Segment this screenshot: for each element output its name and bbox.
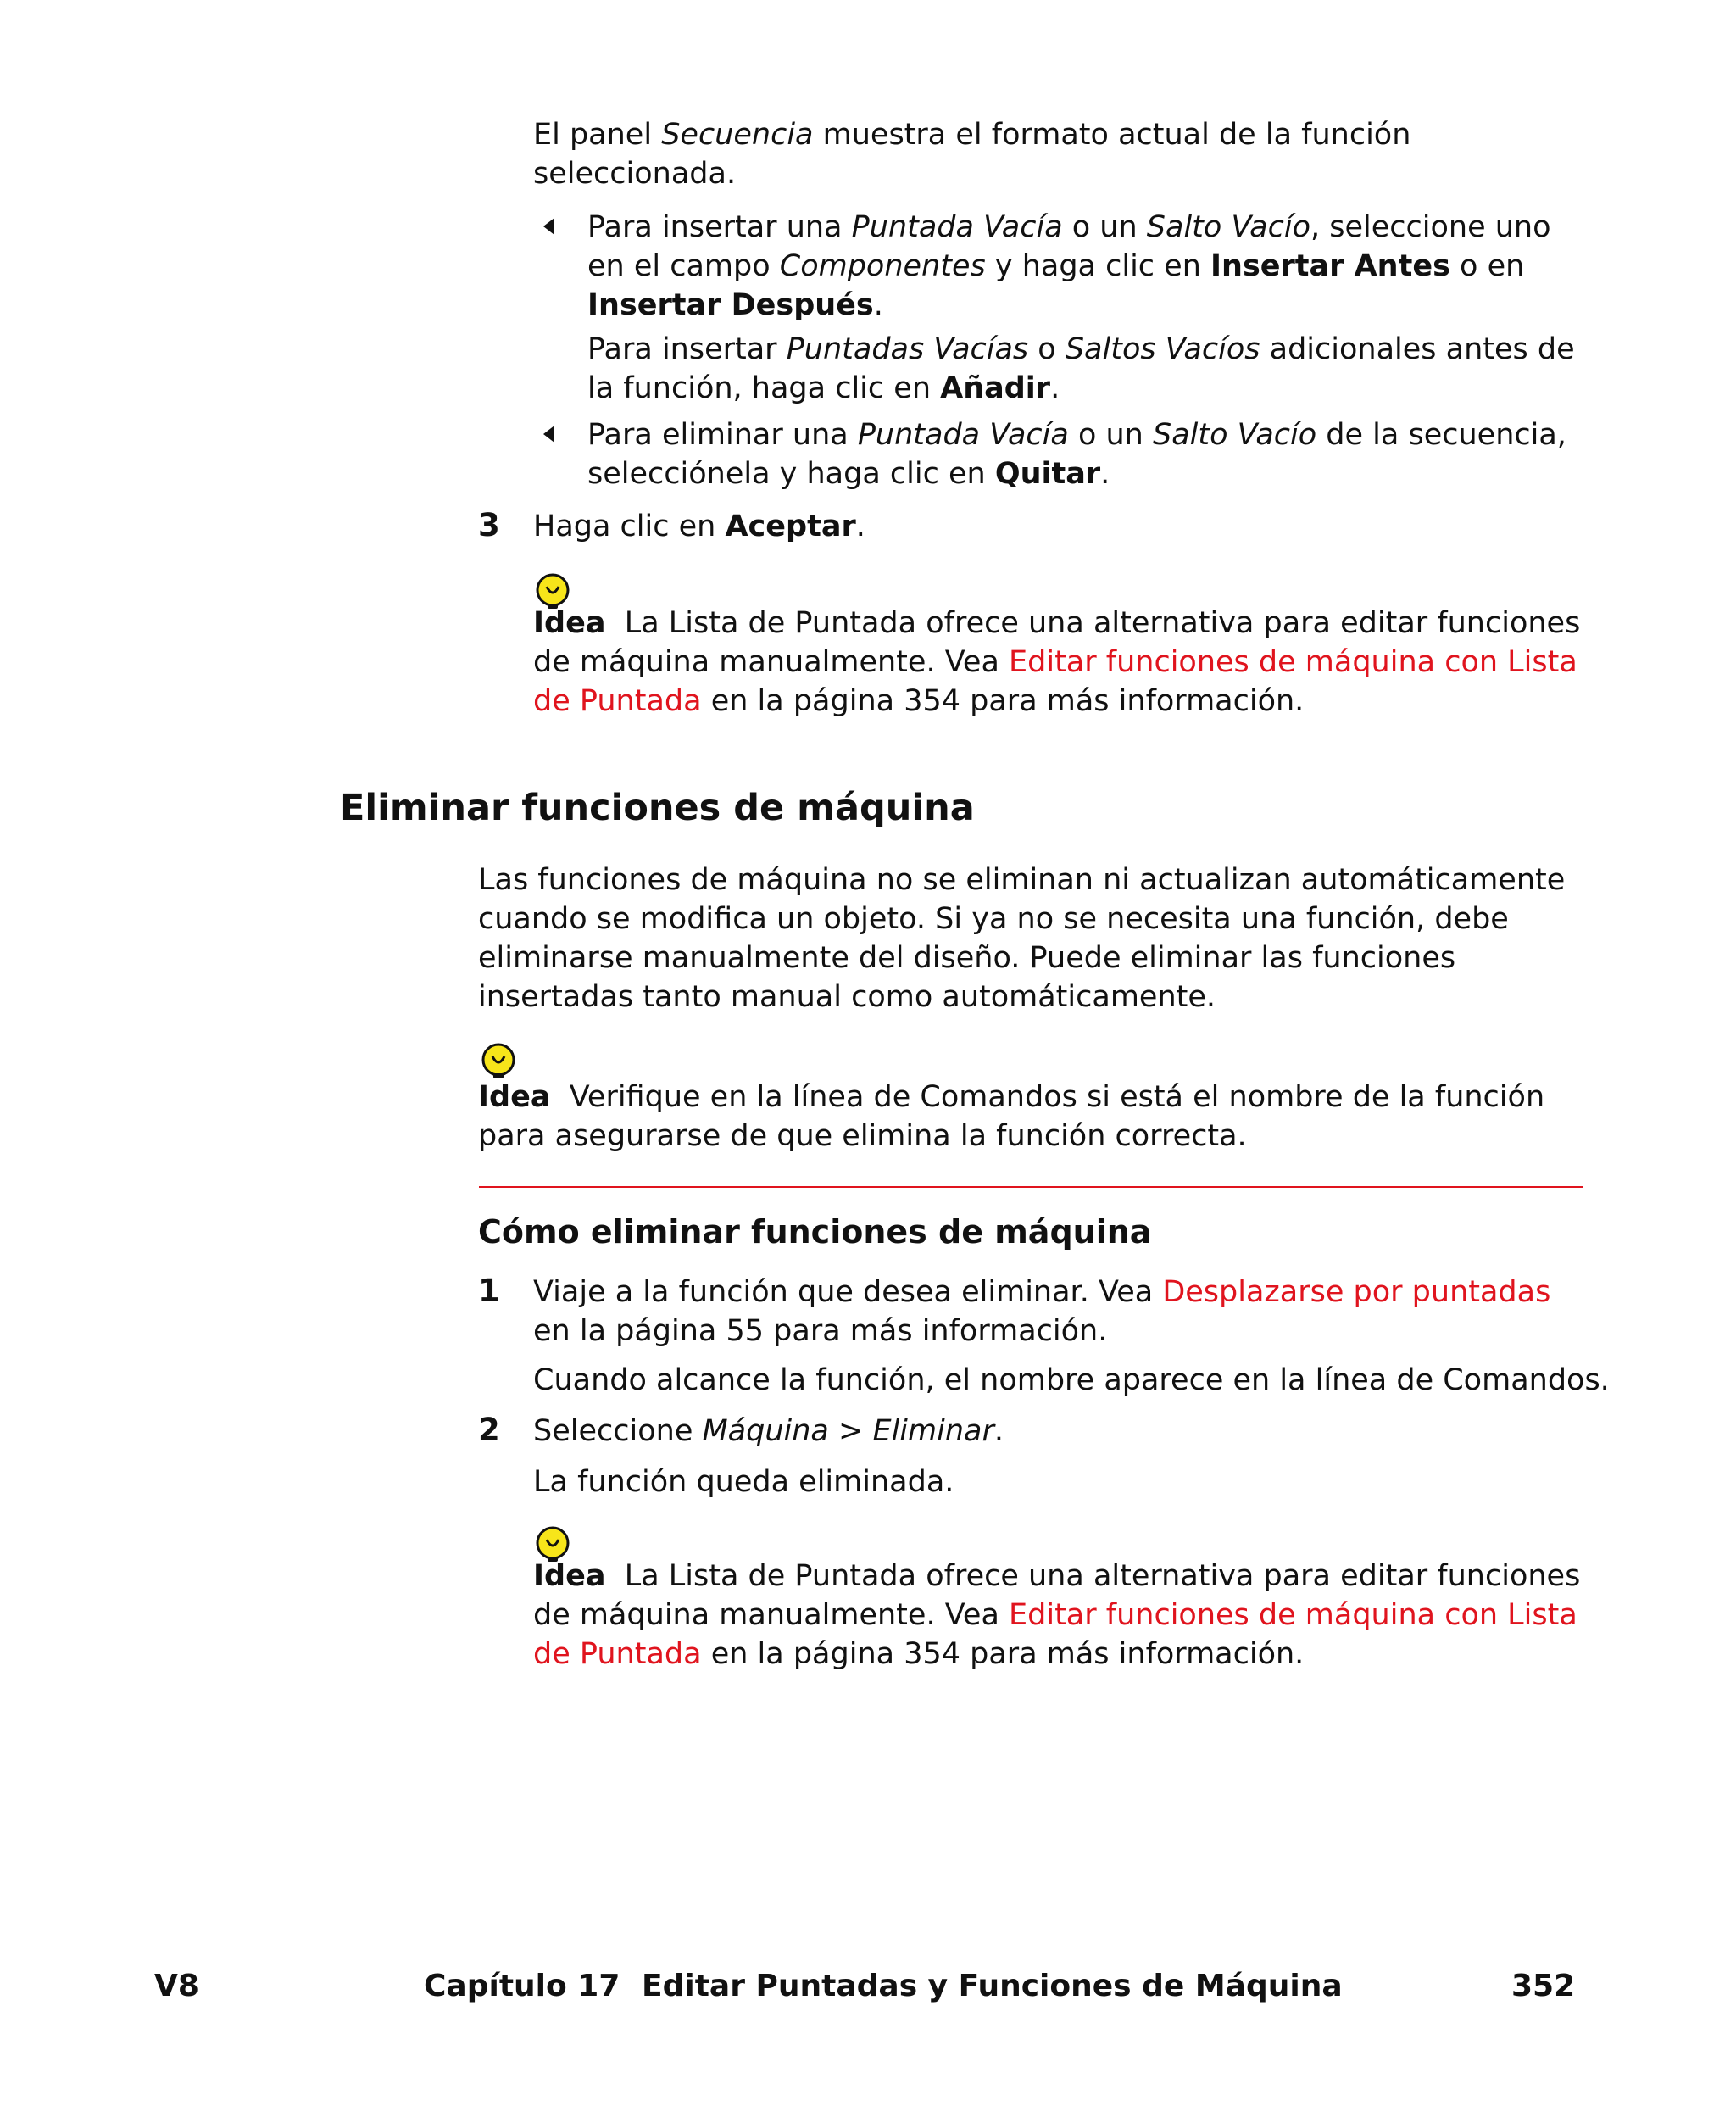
step-navigate: Viaje a la función que desea eliminar. Vea Desplazarse por puntadas en la página 55 para más información. <box>533 1275 1551 1348</box>
section-body: Las funciones de máquina no se eliminan ni actualizan automáticamente cuando se modifica un objeto. Si ya no se necesita una función, debe eliminarse manualmente del diseño. Puede eliminar las funciones insertadas tanto manual como automáticamente. <box>478 863 1566 1014</box>
tip-paragraph: Idea La Lista de Puntada ofrece una alternativa para editar funciones de máquina manualmente. Vea Editar funciones de máquina con Lista de Puntada en la página 354 para más información. <box>533 606 1590 718</box>
footer-chapter: Capítulo 17 <box>424 1969 620 2003</box>
bullet-remove: Para eliminar una Puntada Vacía o un Salto Vacío de la secuencia, selecciónela y haga clic en Quitar. <box>587 418 1566 491</box>
cross-reference-link[interactable]: Desplazarse por puntadas <box>1162 1275 1551 1309</box>
footer-page-number: 352 <box>1511 1969 1576 2003</box>
footer-chapter-title: Editar Puntadas y Funciones de Máquina <box>642 1969 1343 2003</box>
step-number: 3 <box>478 507 500 543</box>
tip-paragraph: Idea La Lista de Puntada ofrece una alternativa para editar funciones de máquina manualmente. Vea Editar funciones de máquina con Lista de Puntada en la página 354 para más información. <box>533 1559 1590 1671</box>
bullet-arrow-icon <box>543 426 554 443</box>
cross-reference-link[interactable]: Editar funciones de máquina con Lista de Puntada <box>533 645 1577 718</box>
tip-paragraph: Idea Verifique en la línea de Comandos si está el nombre de la función para asegurarse de que elimina la función correcta. <box>478 1080 1555 1153</box>
step-result: La función queda eliminada. <box>533 1465 954 1499</box>
step-note: Cuando alcance la función, el nombre aparece en la línea de Comandos. <box>533 1363 1610 1397</box>
intro-paragraph: El panel Secuencia muestra el formato actual de la función seleccionada. <box>533 118 1411 191</box>
step-number: 2 <box>478 1412 500 1448</box>
bullet-arrow-icon <box>543 218 554 235</box>
footer-version: V8 <box>154 1969 199 2003</box>
procedure-heading: Cómo eliminar funciones de máquina <box>478 1213 1152 1251</box>
step-number: 1 <box>478 1273 500 1309</box>
bullet-insert-more: Para insertar Puntadas Vacías o Saltos Vacíos adicionales antes de la función, haga clic en Añadir. <box>587 332 1575 405</box>
section-heading: Eliminar funciones de máquina <box>340 787 975 829</box>
cross-reference-link[interactable]: Editar funciones de máquina con Lista de Puntada <box>533 1598 1577 1671</box>
bullet-insert: Para insertar una Puntada Vacía o un Salto Vacío, seleccione uno en el campo Componentes y haga clic en Insertar Antes o en Insertar Después. <box>587 210 1551 322</box>
step-select: Seleccione Máquina > Eliminar. <box>533 1414 1004 1448</box>
section-divider <box>479 1186 1583 1188</box>
lightbulb-icon <box>480 1043 517 1080</box>
step-accept: Haga clic en Aceptar. <box>533 510 865 543</box>
